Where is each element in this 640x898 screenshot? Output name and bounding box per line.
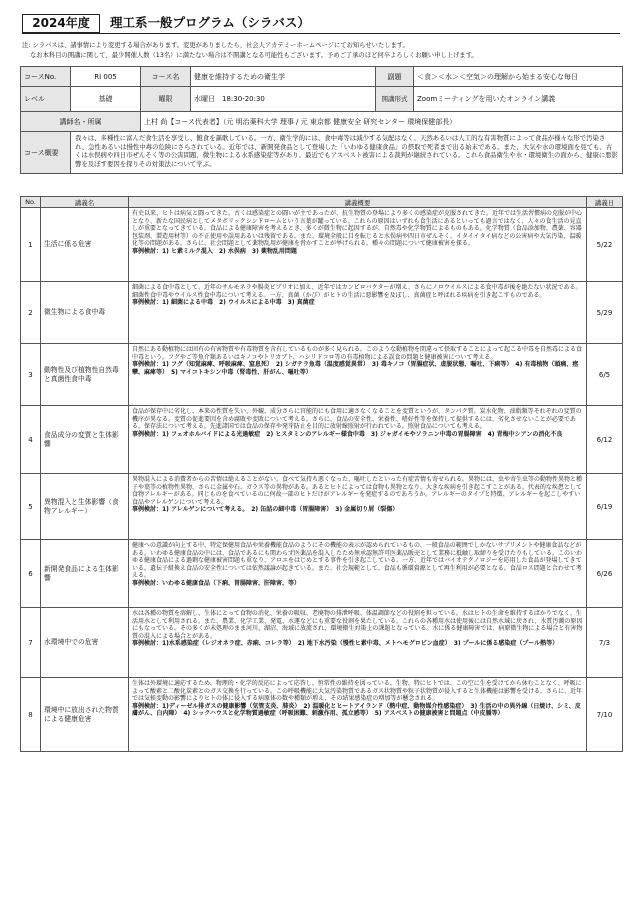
lecture-examples: 事例検討：1) アレルゲンについて考える。 2) 缶詰の細中毒（胃腸障害） 3) 金属切り屑（裂傷） <box>132 506 399 513</box>
format-label: 開講形式 <box>376 87 414 112</box>
lecture-name: 動物性及び植物性自然毒と真菌性食中毒 <box>41 344 129 406</box>
lecture-no: 6 <box>21 540 41 608</box>
header-no: No. <box>21 197 41 208</box>
header-date: 講義日 <box>587 197 623 208</box>
header-name: 講義名 <box>41 197 129 208</box>
lecture-overview <box>129 678 587 752</box>
lecture-overview <box>129 608 587 678</box>
lecture-examples: 事例検討：1) フグ（知覚麻痺、呼吸麻痺、窒息死） 2) シガテラ魚毒（温度感覚異常） 3) 毒キノコ（胃腸症状、虚脱状態、嘔吐、下痢等） 4) 有毒植物（頭痛、痙攣、麻痺等） 5) マイコトキシン中毒（腎毒性、肝がん、嘔吐等） <box>132 361 579 376</box>
lecture-no: 1 <box>21 208 41 282</box>
course-info-table <box>20 66 623 174</box>
lecture-date: 6/5 <box>587 344 623 406</box>
lecture-date: 6/12 <box>587 406 623 474</box>
lecture-text: 異物混入による消費者からの苦情は絶えることがない。食べて気持ち悪くなった、嘔吐したといった有症苦情も寄せられる。異物には、虫や寄生虫等の動物性異物と種子や葉等の植物性異物、さらに金属や石、ガラス等の異物がある。あるとヒトによっては食物も異物となり、大きな疾病を引き起こすことがある。代表的な疾患として食物アレルギーがある。同じものを食べているのに何故一部のヒトだけがアレルギーを発症するのであろうか。アレルギーのタイプと特徴、アレルギーを起こしやすい食品やアレルゲンについて考える。 <box>132 476 583 506</box>
notes <box>22 41 622 60</box>
lecture-date: 5/29 <box>587 282 623 344</box>
lecture-name: 生活に係る危害 <box>41 208 129 282</box>
course-overview: 我々は、多種性に富んだ食生活を享受し、飽食を謳歌している。一方、衛生学的には、食中毒等は減少する気配はなく、天然あるいは人工的な有害物質によって食品が様々な形で汚染され、急性あるいは慢性中毒の危険にさらされている。近年では、新開発食品として登場した「いわゆる健康食品」の摂取で死者まで出る始末である。また、大気や水の環境面を見ても、古くは水俣病や四日市ぜんそく等の公害問題、微生物による水系感染症等があり、最近でもアスベスト被害による裁判が継続されている。これら食品衛生や水・環境衛生の面から、健康に悪影響を及ぼす要因を探りその対策法について学ぶ。 <box>71 132 623 174</box>
lecture-overview <box>129 344 587 406</box>
lecture-examples: 事例検討：1)水系感染症（レジオネラ症、赤痢、コレラ等） 2) 地下水汚染（慢性ヒ素中毒、メトヘモグロビン血症） 3) プールに係る感染症（プール熱等） <box>132 640 559 647</box>
lecture-name: 異物混入と生体影響（食物アレルギー） <box>41 474 129 540</box>
course-name: 健康を維持するための衛生学 <box>191 67 376 87</box>
course-no-label: コースNo. <box>21 67 71 87</box>
course-row-2 <box>21 87 623 112</box>
lecture-overview <box>129 282 587 344</box>
lecture-row <box>21 406 623 474</box>
lecture-examples: 事例検討：1)ディーゼル排ガスの健康影響（気管支炎、肺炎） 2) 温暖化とヒートアイランド（熱中症、動物媒介性感染症） 3) 生活の中の異外線（日焼け、シミ、皮膚がん、白内障） 4) シックハウスと化学物質過敏症（呼吸困難、刺激作用、孤立感等） 5) アスベストの健康被害と問題点（中皮腫等） <box>132 702 581 717</box>
lecture-text: 有史以来、ヒトは病気と闘ってきた。古くは感染症との闘いが主であったが、抗生物質の登場により多くの感染症が克服されてきた。近年では生活習慣病の克服が中心となり、新たな国民病としてメタボリックシンドロームという言葉が躍っている。これらの原因はいずれも食生活にあるといっても過言ではなく、人々の食生活の見直しが重要となってきている。食品による健康障害を考えるとき、多くが微生物に起因するが、自然毒や化学物質によるものもある。化学物質（食品添加物、農薬、容器包装剤、製造用材等）の不正使用や誤用あるいは残留である。また、環境全般に目を転じると水俣病や四日市ぜんそく、イタイイタイ病などの公害病や大気汚染、温暖化等の問題がある。さらに、社会問題として薬物乱用が健康を脅かすことが挙げられる。種々の問題について健康被害を探る。 <box>132 210 582 247</box>
lecture-overview <box>129 406 587 474</box>
lecture-name: 新開発食品による生体影響 <box>41 540 129 608</box>
lecturer-label: 講師名・所属 <box>21 112 141 132</box>
lecture-text: 水は各種の物質を溶解し、生体にとって食物の消化、栄養の吸収、老廃物の排泄呼吸、体温調節などの役割を担っている。水はヒトの生命を維持するばかりでなく、生活用水として利用される。また、農業、化学工業、発電、水運などにも重要な役割を果たしている。これらの各種用水は使用後には自然水域に戻され、水質汚濁の原因にもなっている。その多くが未処理のまま河川、湖沼、海域に放流され、環境衛生対策上の課題となっている。水に係る健康障害では、病原微生物による場合と有害物質の混入による場合とがある。 <box>132 610 583 640</box>
lecture-header-row <box>21 197 623 208</box>
lecture-examples: 事例検討：いわゆる健康食品（下痢、胃腸障害、肝障害、等） <box>132 579 301 587</box>
course-row-1 <box>21 67 623 87</box>
lecture-no: 5 <box>21 474 41 540</box>
day-label: 曜限 <box>141 87 191 112</box>
lecture-overview <box>129 208 587 282</box>
year-label: 2024年度 <box>22 14 100 33</box>
course-name-label: コース名 <box>141 67 191 87</box>
title-divider <box>22 33 620 34</box>
level-label: レベル <box>21 87 71 112</box>
course-no: RI 005 <box>71 67 141 87</box>
course-day: 水曜日 18:30-20:30 <box>191 87 376 112</box>
lecture-no: 4 <box>21 406 41 474</box>
lecture-row <box>21 540 623 608</box>
lecture-name: 微生物による食中毒 <box>41 282 129 344</box>
course-level: 基礎 <box>71 87 141 112</box>
lecture-row <box>21 282 623 344</box>
lecturer: 上村 尚【コース代表者】（元 明治薬科大学 理事 / 元 東京都 健康安全 研究センター 環境保健部長） <box>141 112 623 132</box>
course-format: Zoomミーティングを用いたオンライン講義 <box>414 87 623 112</box>
lecture-overview <box>129 474 587 540</box>
lecture-examples: 事例検討：1) ヒ素ミルク混入 2) 水俣病 3) 薬物乱用問題 <box>132 247 297 255</box>
lecture-date: 6/19 <box>587 474 623 540</box>
lecture-row <box>21 208 623 282</box>
course-row-4 <box>21 132 623 174</box>
lecture-no: 2 <box>21 282 41 344</box>
lecture-row <box>21 678 623 752</box>
lecture-name: 水環境中での危害 <box>41 608 129 678</box>
lecture-row <box>21 474 623 540</box>
lecture-text: 生体は外環境に適応するため、物理的・化学的反応によって応答し、恒常性の維持を図っている。生物、特にヒトでは、この空に生を受けてから休むことなく、呼吸によって酸素と二酸化炭素とのガス交換を行っている。この呼吸機能に大気汚染物質であるガス状物質や粒子状物質が侵入すると生体機能は影響を受ける。さらに、近年では気候変動の影響によりヒトの体に侵入する病原体の数や種類が増え、その結果感染症の増加等が懸念される。 <box>132 680 583 702</box>
lecture-name: 食品成分の変質と生体影響 <box>41 406 129 474</box>
note-line-2: なお本科目の開講に関して、最少開催人数（13名）に満たない場合は不開講となる可能性もございます。予めご了承のほど何卒よろしくお願い申し上げます。 <box>30 51 478 59</box>
lecture-date: 7/3 <box>587 608 623 678</box>
lecture-text: 自然にある動植物には固有の有害物質や有毒物質を含有しているものが多く見られる。このような動植物を間違って摂取することによって起こる中毒を自然毒による食中毒という。フグやご等魚介類あるいはキノコやトリカブト、ハシリドコロ等の有毒植物による誤食の問題と健康被害について考える。 <box>132 346 583 361</box>
header-overview: 講義概要 <box>129 197 587 208</box>
lecture-no: 7 <box>21 608 41 678</box>
lecture-date: 6/26 <box>587 540 623 608</box>
lecture-text: 細菌による食中毒として、近年のサルモネラや腸炎ビブリオに加え、近年ではカンピロバクターが増え、さらにノロウイルスによる食中毒が後を絶たない状況である。細菌性食中毒やウイルス性食中毒について考える。一方、真菌（かび）がヒトの生活に悪影響を及ぼし、真菌症と呼ばれる疾病を引き起こすものである。 <box>132 284 582 299</box>
lecture-date: 5/22 <box>587 208 623 282</box>
lecture-row <box>21 608 623 678</box>
lecture-date: 7/10 <box>587 678 623 752</box>
lecture-no: 3 <box>21 344 41 406</box>
overview-label: コース概要 <box>21 132 71 174</box>
lecture-table <box>20 196 623 752</box>
course-subtitle: ＜食＞＜水＞＜空気＞の理解から始まる安心な毎日 <box>414 67 623 87</box>
subtitle-label: 副題 <box>376 67 414 87</box>
lecture-examples: 事例検討：1) 細菌による中毒 2) ウイルスによる中毒 3) 真菌症 <box>132 299 315 306</box>
lecture-examples: 事例検討：1) フェオホルバイドによる光過敏症 2) ヒスタミンのアレルギー様食中毒 3) ジャガイモやソラニン中毒の胃腸障害 4) 青梅中シアンの消化不良 <box>132 430 563 438</box>
note-line-1: 注: シラバスは、諸事情により変更する場合があります。変更がありましたら、社会人アカデミーホームページにてお知らせいたします。 <box>22 42 409 49</box>
lecture-overview <box>129 540 587 608</box>
lecture-name: 環境中に放出された物質による健康危害 <box>41 678 129 752</box>
course-row-3 <box>21 112 623 132</box>
page-title: 理工系一般プログラム（シラバス） <box>110 15 310 30</box>
lecture-text: 健康への意識が向上する中、特定保健用食品や栄養機能食品のようにその機能の表示が認められているもの、一般食品の範囲でしかないサプリメントや健康食品などがある。いわゆる健康食品の中には、食品であるにも関わらず医薬品を混入したため無承認無許可医薬品販売として業務に抵触し取締りを受けたりもしている。このいわゆる健康食品による過剰な健康被害問題も重なり、アロエをはじめとする事件を引き起こしている。一方、近年ではバイオテクノロジーを応用した食品が登場してきている。遺伝子組換え食品の安全性については依然議論が起きている。また、社会規範として、食品も循環資源として再生利用が必要となる。食品ロス問題と合わせて考える。 <box>132 542 583 579</box>
lecture-text: 食品が保存中に劣化し、本来の性質を失い、外観、成分さらに官能的にも食用に適さなくなることを変質というが、タンパク質、炭水化物、油脂類等それぞれの変質の機序が異なる。変質の促進要因を含め腐敗や変敗について考える。さらに、食品の安全性、栄養性、嗜好性等を保持して提供するには、劣化させないことが必要である。保存法について考える。先進諸国では食品の保存や発芽防止を目的に放射線照射が行われている。照射食品についても考える。 <box>132 408 582 430</box>
lecture-no: 8 <box>21 678 41 752</box>
lecture-row <box>21 344 623 406</box>
